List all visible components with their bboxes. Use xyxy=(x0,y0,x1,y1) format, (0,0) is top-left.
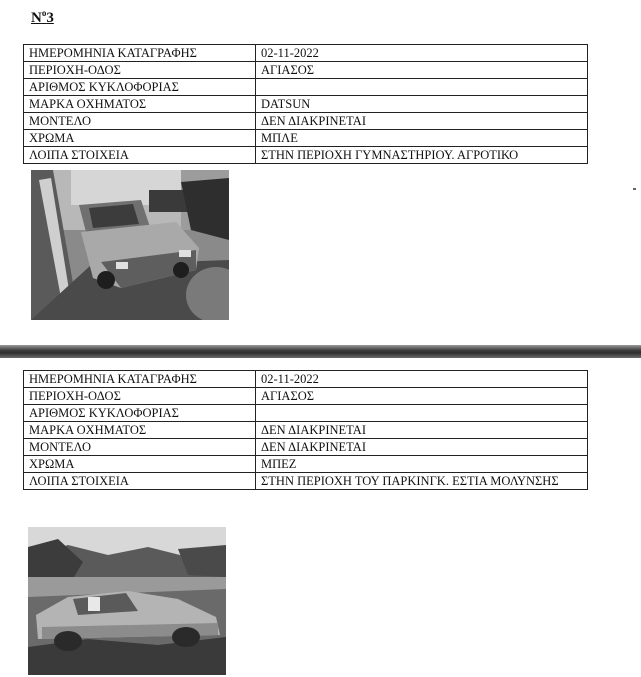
field-label-color: ΧΡΩΜΑ xyxy=(24,456,256,473)
field-label-notes: ΛΟΙΠΑ ΣΤΟΙΧΕΙΑ xyxy=(24,473,256,490)
table-row xyxy=(24,62,588,79)
field-label-area: ΠΕΡΙΟΧΗ-ΟΔΟΣ xyxy=(24,388,256,405)
field-value-date: 02-11-2022 xyxy=(256,371,588,388)
table-row xyxy=(24,130,588,147)
field-label-plate: ΑΡΙΘΜΟΣ ΚΥΚΛΟΦΟΡΙΑΣ xyxy=(24,79,256,96)
field-label-make: ΜΑΡΚΑ ΟΧΗΜΑΤΟΣ xyxy=(24,96,256,113)
table-row xyxy=(24,473,588,490)
vehicle-record-table-1 xyxy=(23,44,588,164)
page-divider xyxy=(0,345,641,358)
table-row xyxy=(24,405,588,422)
table-row xyxy=(24,113,588,130)
field-value-color: ΜΠΛΕ xyxy=(256,130,588,147)
table-row xyxy=(24,422,588,439)
field-value-area: ΑΓΙΑΣΟΣ xyxy=(256,62,588,79)
table-row xyxy=(24,388,588,405)
field-label-area: ΠΕΡΙΟΧΗ-ΟΔΟΣ xyxy=(24,62,256,79)
field-label-model: ΜΟΝΤΕΛΟ xyxy=(24,113,256,130)
table-row xyxy=(24,79,588,96)
field-label-date: ΗΜΕΡΟΜΗΝΙΑ ΚΑΤΑΓΡΑΦΗΣ xyxy=(24,45,256,62)
record-number: $N^o3$ xyxy=(31,8,54,26)
field-value-notes: ΣΤΗΝ ΠΕΡΙΟΧΗ ΓΥΜΝΑΣΤΗΡΙΟΥ. ΑΓΡΟΤΙΚΟ xyxy=(256,147,588,164)
margin-mark xyxy=(633,188,636,190)
vehicle-record-table-2 xyxy=(23,370,588,490)
table-row xyxy=(24,45,588,62)
table-row xyxy=(24,439,588,456)
field-label-notes: ΛΟΙΠΑ ΣΤΟΙΧΕΙΑ xyxy=(24,147,256,164)
field-value-model: ΔΕΝ ΔΙΑΚΡΙΝΕΤΑΙ xyxy=(256,113,588,130)
field-label-color: ΧΡΩΜΑ xyxy=(24,130,256,147)
field-value-model: ΔΕΝ ΔΙΑΚΡΙΝΕΤΑΙ xyxy=(256,439,588,456)
field-value-notes: ΣΤΗΝ ΠΕΡΙΟΧΗ ΤΟΥ ΠΑΡΚΙΝΓΚ. ΕΣΤΙΑ ΜΟΛΥΝΣΗΣ xyxy=(256,473,588,490)
field-value-date: 02-11-2022 xyxy=(256,45,588,62)
table-row xyxy=(24,96,588,113)
field-value-color: ΜΠΕΖ xyxy=(256,456,588,473)
table-row xyxy=(24,456,588,473)
field-value-plate xyxy=(256,79,588,96)
vehicle-photo-2 xyxy=(28,527,226,675)
field-value-plate xyxy=(256,405,588,422)
field-label-plate: ΑΡΙΘΜΟΣ ΚΥΚΛΟΦΟΡΙΑΣ xyxy=(24,405,256,422)
field-label-date: ΗΜΕΡΟΜΗΝΙΑ ΚΑΤΑΓΡΑΦΗΣ xyxy=(24,371,256,388)
table-row xyxy=(24,371,588,388)
field-value-make: ΔΕΝ ΔΙΑΚΡΙΝΕΤΑΙ xyxy=(256,422,588,439)
vehicle-photo-1 xyxy=(31,170,229,320)
field-value-make: DATSUN xyxy=(256,96,588,113)
field-label-make: ΜΑΡΚΑ ΟΧΗΜΑΤΟΣ xyxy=(24,422,256,439)
field-label-model: ΜΟΝΤΕΛΟ xyxy=(24,439,256,456)
field-value-area: ΑΓΙΑΣΟΣ xyxy=(256,388,588,405)
table-row xyxy=(24,147,588,164)
